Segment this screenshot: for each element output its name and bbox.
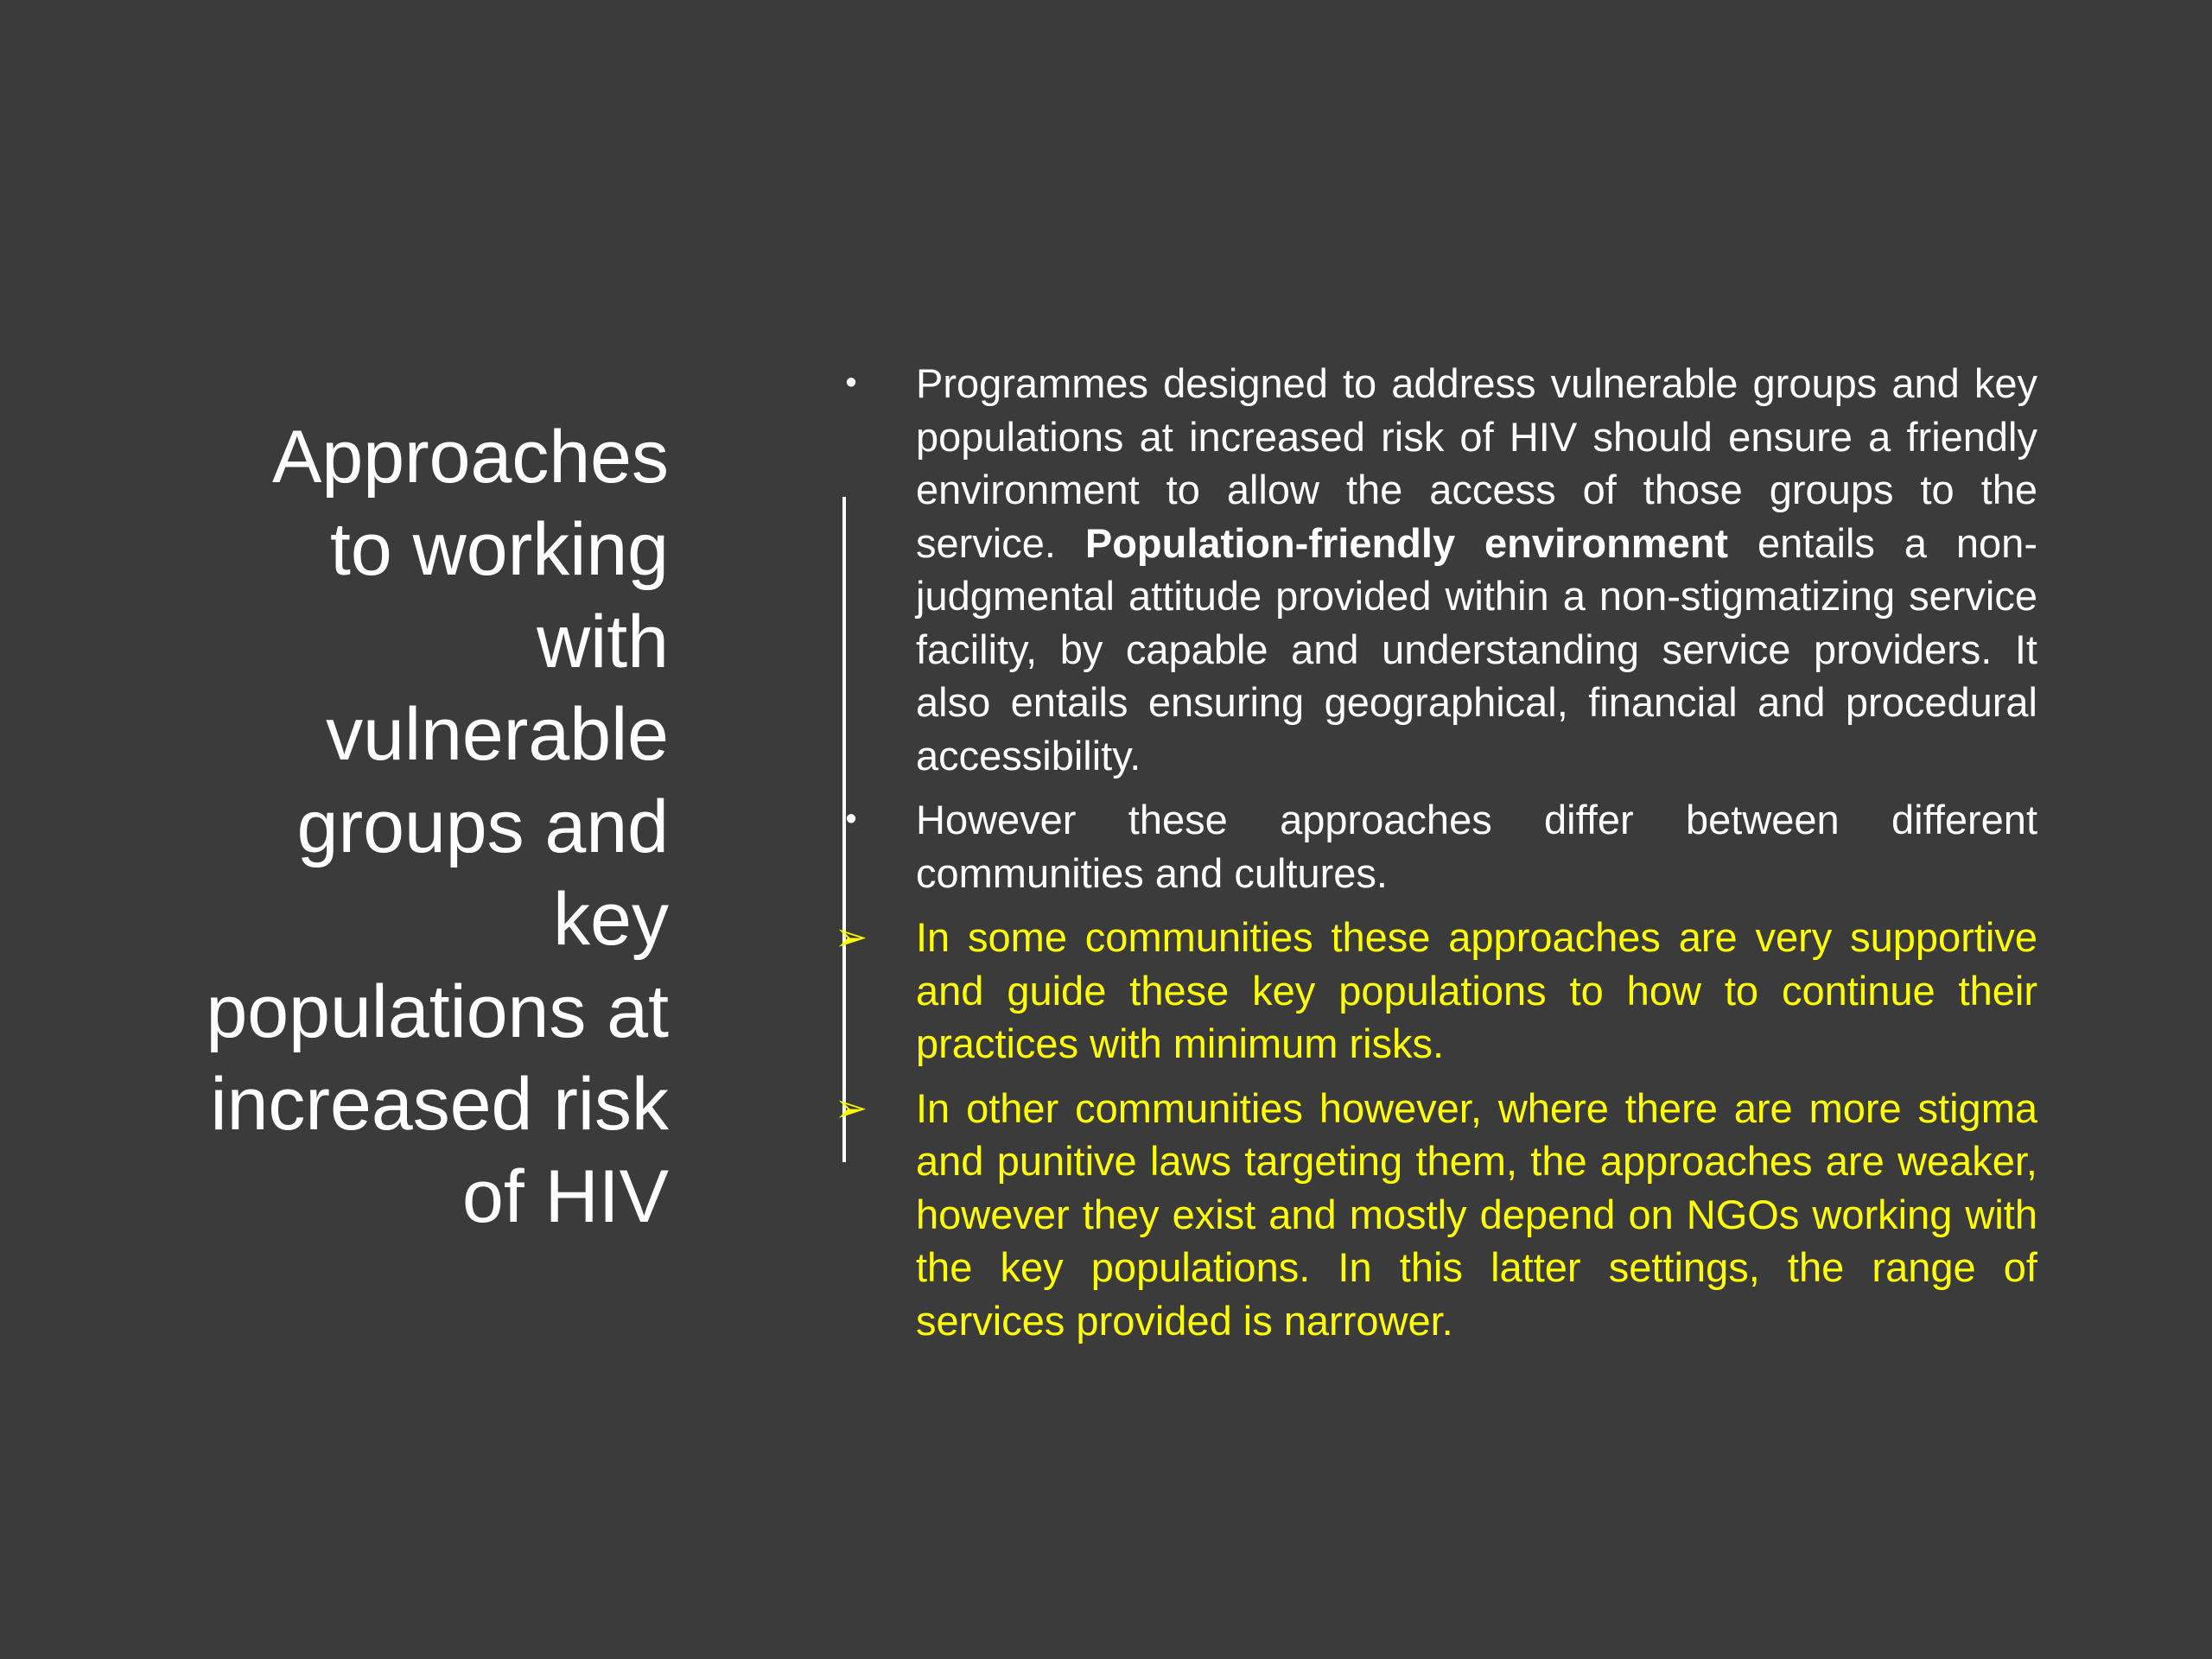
- bullet-icon: •: [845, 365, 857, 401]
- bullet-text-continued: entails a non-judgmental attitude provided within a non-stigmatizing service facility, by capable and understanding service providers. It also entails ensuring geographical, financial and procedural accessibility.: [916, 519, 2037, 779]
- slide-title: Approaches to working with vulnerable groups and key populations at increased risk of HIV: [206, 416, 669, 1238]
- arrow-bullet-icon: ➢: [834, 914, 868, 959]
- bullet-icon: •: [845, 801, 857, 837]
- arrow-bullet-icon: ➢: [834, 1084, 868, 1130]
- slide-body: [834, 357, 2037, 1358]
- arrow-item-supportive: [834, 911, 2037, 1071]
- bullet-item-programmes: [845, 357, 2037, 782]
- arrow-item-text: In other communities however, where there are more stigma and punitive laws targeting them, the approaches are weaker, however they exist and mostly depend on NGOs working with the key populations. In this latter settings, the range of services provided is narrower.: [916, 1084, 2037, 1344]
- bullet-item-however: [845, 793, 2037, 899]
- arrow-item-weaker: [834, 1082, 2037, 1348]
- bullet-text: Programmes designed to address vulnerable groups and key populations at increased risk of HIV should ensure a friendly environment to allow the access of those groups to the service.: [916, 360, 2037, 566]
- bullet-text: However these approaches differ between different communities and cultures.: [916, 797, 2037, 896]
- arrow-item-text: In some communities these approaches are very supportive and guide these key populations to how to continue their practices with minimum risks.: [916, 914, 2037, 1066]
- bold-term: Population-friendly environment: [1084, 519, 1729, 566]
